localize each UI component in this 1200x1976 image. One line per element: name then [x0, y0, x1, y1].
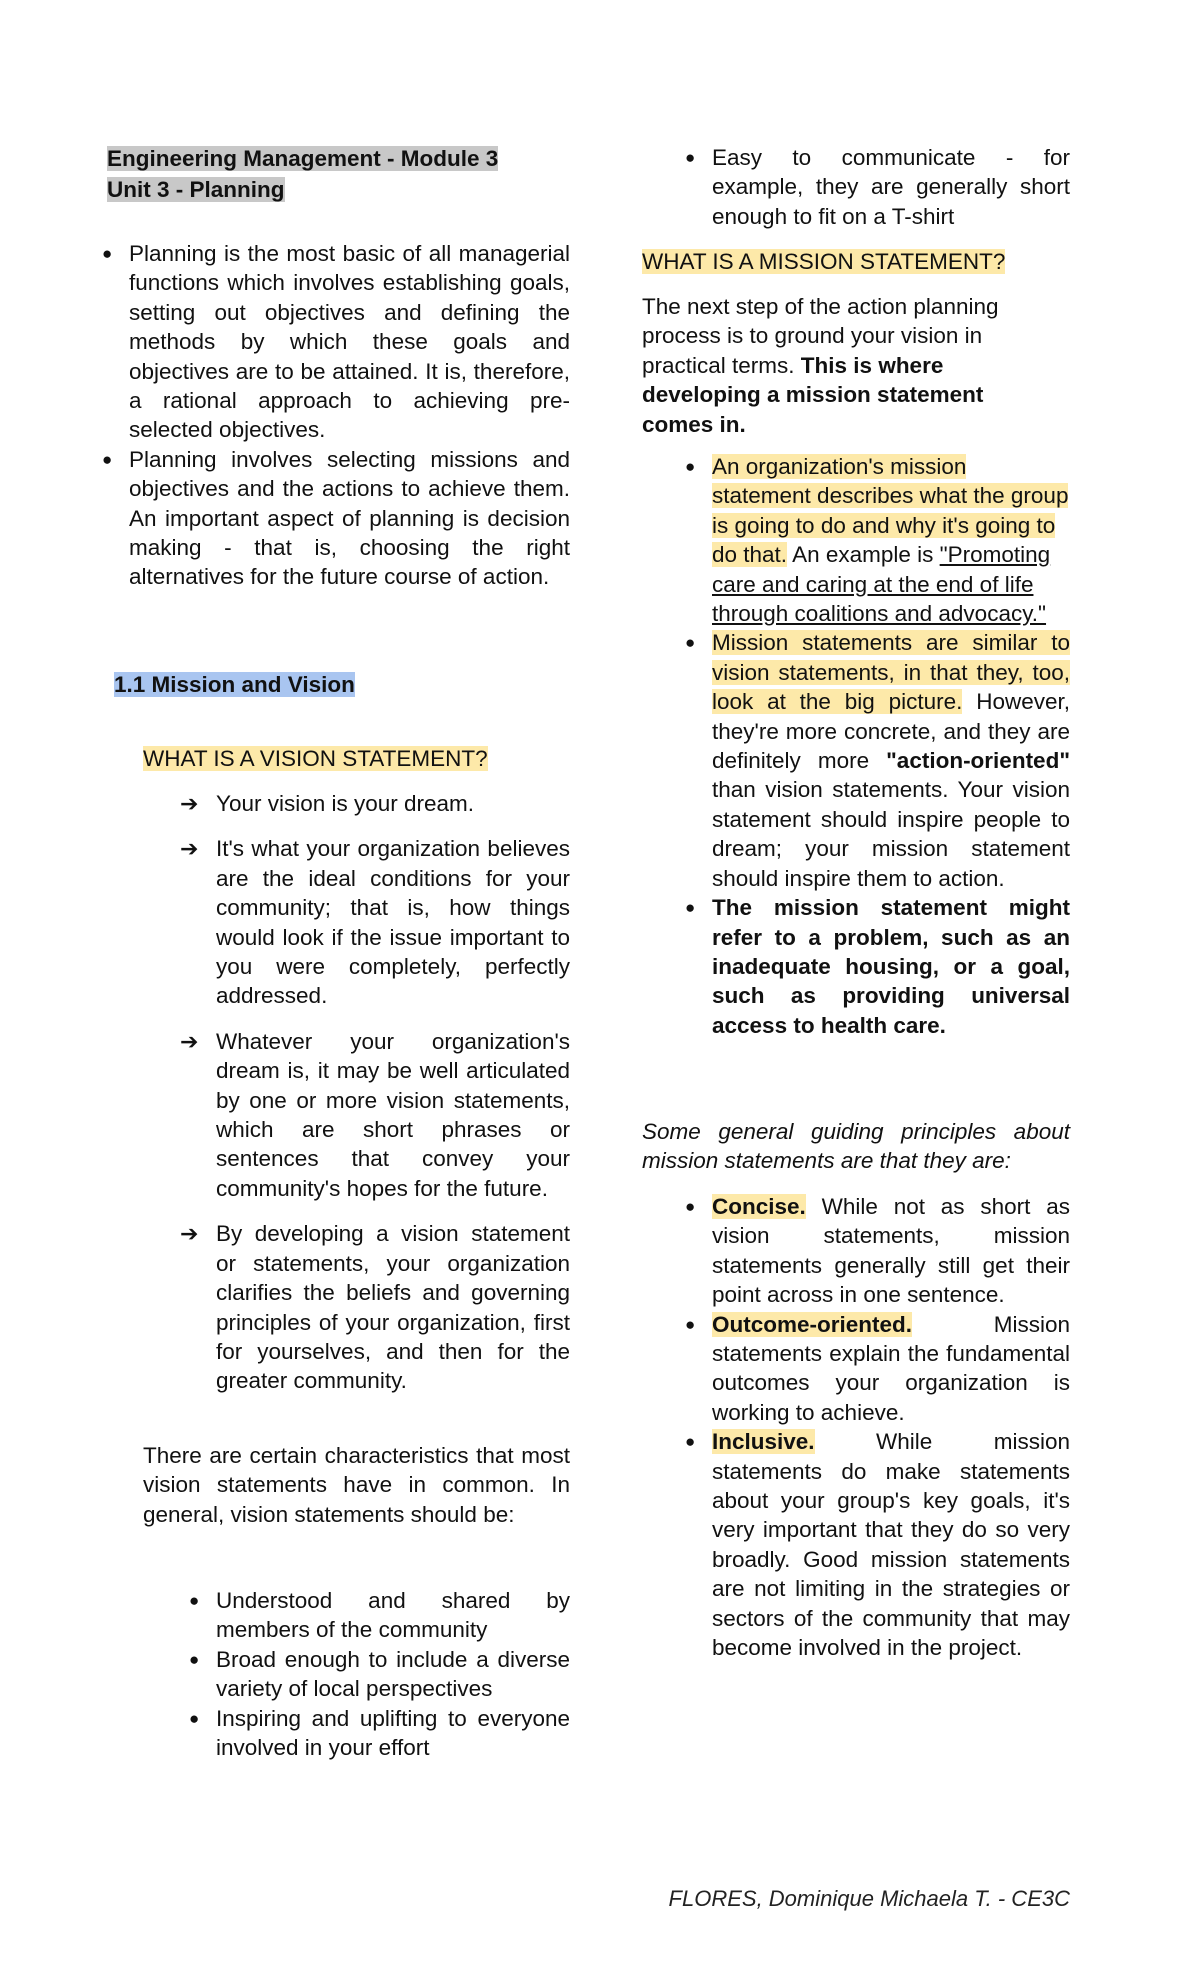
characteristics-list-continued	[685, 143, 1070, 231]
list-item: ● Understood and shared by members of the community	[189, 1588, 570, 1643]
list-item: ● Planning is the most basic of all managerial functions which involves establishing goals, setting out objectives and defining the methods by which these goals and objectives are to be attained. It is, therefore, a rational approach to achieving pre-selected objectives.	[102, 241, 570, 443]
list-item: ● Inclusive. While mission statements do make statements about your group's key goals, it's very important that they do so very broadly. Good mission statements are not limiting in the strategies or sectors of the community that may become involved in the project.	[685, 1429, 1070, 1661]
principles-intro: Some general guiding principles about mission statements are that they are:	[642, 1119, 1070, 1174]
arrow-icon: ➔	[180, 791, 199, 816]
list-item: ● Broad enough to include a diverse variety of local perspectives	[189, 1646, 570, 1702]
unit-title: Unit 3 - Planning	[107, 177, 285, 202]
list-item: ● The mission statement might refer to a problem, such as an inadequate housing, or a goal, such as providing universal access to health care.	[685, 895, 1070, 1038]
vision-points	[180, 789, 570, 1396]
arrow-icon: ➔	[180, 1028, 199, 1054]
arrow-icon: ➔	[180, 836, 199, 862]
principles-list	[685, 1192, 1070, 1663]
section-heading: 1.1 Mission and Vision	[114, 672, 355, 697]
footer-author: FLORES, Dominique Michaela T. - CE3C	[668, 1886, 1070, 1911]
characteristics-list	[189, 1586, 570, 1762]
list-item: ● Planning involves selecting missions and objectives and the actions to achieve them. An important aspect of planning is decision making - that is, choosing the right alternatives for the future course of action.	[102, 446, 570, 590]
list-item: ➔ By developing a vision statement or statements, your organization clarifies the beliefs and governing principles of your organization, first for yourselves, and then for the greater community.	[180, 1221, 570, 1394]
arrow-icon: ➔	[180, 1221, 199, 1247]
page-title: Engineering Management - Module 3	[107, 146, 499, 171]
vision-heading: WHAT IS A VISION STATEMENT?	[143, 746, 488, 771]
list-item: ➔ It's what your organization believes are the ideal conditions for your community; that is, how things would look if the issue important to you were completely, perfectly addressed.	[180, 836, 570, 1009]
mission-heading: WHAT IS A MISSION STATEMENT?	[642, 249, 1006, 274]
document-header	[107, 143, 498, 205]
list-item: ● An organization's mission statement describes what the group is going to do and why it's going to do that. An example is "Promoting care and caring at the end of life through coalitions and advocacy."	[685, 454, 1069, 627]
list-item: ➔ Your vision is your dream.	[216, 789, 570, 818]
intro-list	[102, 239, 570, 592]
list-item: ● Inspiring and uplifting to everyone involved in your effort	[189, 1705, 570, 1761]
mission-intro: The next step of the action planning process is to ground your vision in practical terms. This is where developing a mission statement comes in.	[642, 294, 999, 437]
mission-bullets	[685, 452, 1070, 1040]
list-item: ● Mission statements are similar to vision statements, in that they, too, look at the big picture. However, they're more concrete, and they are definitely more "action-oriented" than vision statements. Your vision statement should inspire people to dream; your mission statement should inspire them to action.	[685, 630, 1070, 891]
list-item: ● Outcome-oriented. Mission statements explain the fundamental outcomes your organization is working to achieve.	[685, 1311, 1070, 1425]
characteristics-intro: There are certain characteristics that most vision statements have in common. In general, vision statements should be:	[143, 1443, 570, 1527]
list-item: ● Easy to communicate - for example, they are generally short enough to fit on a T-shirt	[685, 145, 1070, 229]
list-item: ● Concise. While not as short as vision statements, mission statements generally still get their point across in one sentence.	[685, 1194, 1070, 1308]
list-item: ➔ Whatever your organization's dream is, it may be well articulated by one or more vision statements, which are short phrases or sentences that convey your community's hopes for the future.	[180, 1028, 570, 1201]
